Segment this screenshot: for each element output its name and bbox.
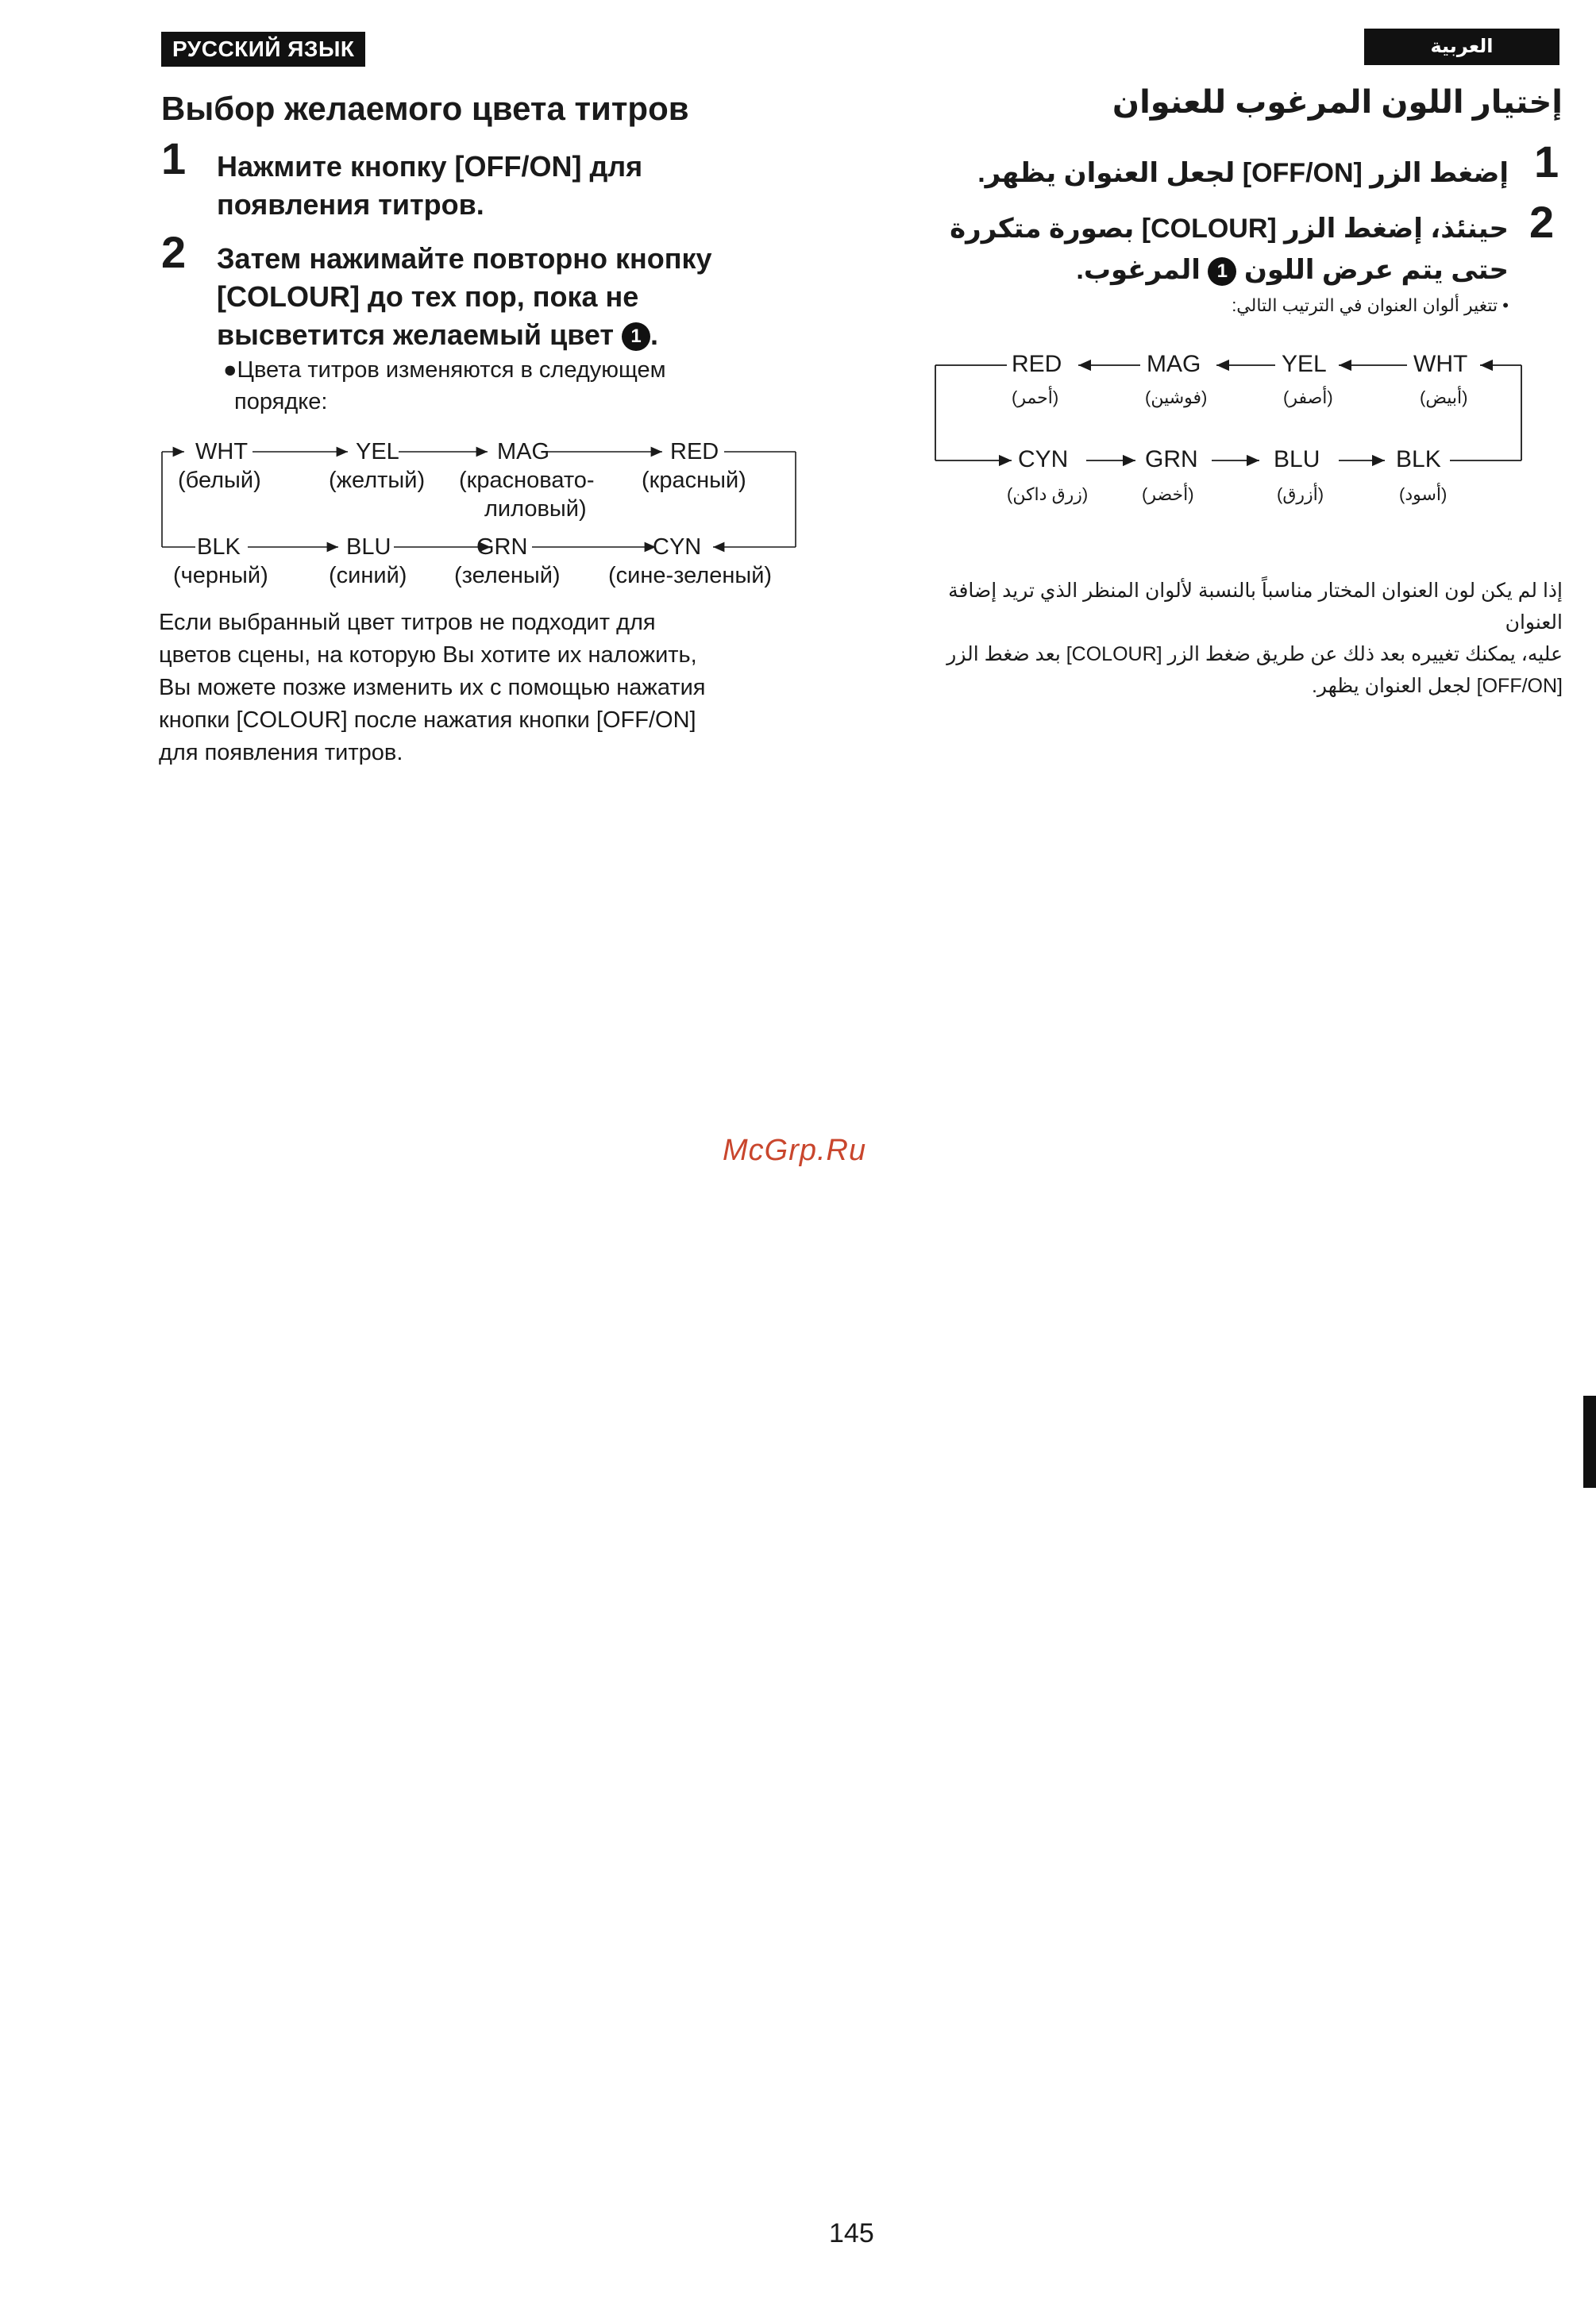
color-blk-arabic: BLK [1396, 446, 1441, 472]
page-number: 145 [829, 2218, 874, 2248]
color-cycle-diagram-russian [156, 438, 800, 588]
color-name-magenta: (красновато- [459, 468, 595, 493]
color-name-yellow: (желтый) [329, 468, 426, 493]
step-2-number-arabic: 2 [1529, 197, 1555, 247]
step-2-number: 2 [161, 227, 187, 277]
color-grn-arabic: GRN [1145, 446, 1198, 472]
color-name-blue-arabic: (أزرق) [1277, 484, 1324, 504]
language-tag-arabic: العربية [1364, 29, 1559, 65]
color-name-red: (красный) [642, 468, 746, 493]
color-wht: WHT [195, 439, 249, 464]
color-blu: BLU [346, 534, 391, 560]
callout-marker-1-arabic: 1 [1208, 257, 1236, 286]
callout-marker-1: 1 [622, 322, 650, 351]
color-wht-arabic: WHT [1413, 351, 1468, 377]
step-1-text-arabic: إضغط الزر [OFF/ON] لجعل العنوان يظهر. [977, 158, 1509, 188]
color-blk: BLK [197, 534, 241, 560]
note-russian: ●Цвета титров изменяются в следующем порядке: [223, 357, 666, 414]
color-name-cyan: (сине-зеленый) [608, 563, 773, 588]
note-arabic: • تتغير ألوان العنوان في الترتيب التالي: [1232, 295, 1509, 315]
color-name-cyan-arabic: (زرق داكن) [1007, 484, 1089, 504]
step-1-number-arabic: 1 [1534, 137, 1559, 187]
color-name-white-arabic: (أبيض) [1420, 387, 1468, 407]
color-mag-arabic: MAG [1147, 351, 1201, 377]
language-tag-russian: РУССКИЙ ЯЗЫК [161, 32, 365, 67]
section-title-arabic: إختيار اللون المرغوب للعنوان [1112, 85, 1563, 120]
color-cyn: CYN [653, 534, 702, 560]
color-mag: MAG [497, 439, 550, 464]
color-name-black: (черный) [173, 563, 268, 588]
color-red-arabic: RED [1012, 351, 1062, 377]
color-name-black-arabic: (أسود) [1399, 484, 1448, 504]
watermark: McGrp.Ru [723, 1134, 867, 1167]
page-edge-tab [1583, 1396, 1596, 1488]
color-name-magenta-arabic: (فوشين) [1145, 387, 1208, 407]
color-yel-arabic: YEL [1282, 351, 1327, 377]
paragraph-arabic: إذا لم يكن لون العنوان المختار مناسباً بالنسبة لألوان المنظر الذي تريد إضافة العنوان عليه، يمكنك تغييره بعد ذلك عن طريق ضغط الزر [COLOUR] بعد ضغط الزر [OFF/ON] لجعل العنوان يظهر. [946, 580, 1563, 697]
step-2-text: Затем нажимайте повторно кнопку [COLOUR] до тех пор, пока не высветится желаемый цвет 1 . [217, 242, 712, 351]
color-red: RED [670, 439, 719, 464]
color-cycle-diagram-arabic [932, 348, 1526, 514]
color-grn: GRN [476, 534, 528, 560]
paragraph-russian: Если выбранный цвет титров не подходит для цветов сцены, на которую Вы хотите их наложить, Вы можете позже изменить их с помощью нажатия кнопки [COLOUR] после нажатия кнопки [OFF/ON] для появления титров. [159, 610, 706, 765]
color-name-blue: (синий) [329, 563, 407, 588]
color-name-white: (белый) [178, 468, 261, 493]
color-name-red-arabic: (أحمر) [1012, 387, 1059, 407]
color-name-magenta-cont: лиловый) [484, 496, 587, 522]
color-name-green: (зеленый) [454, 563, 561, 588]
step-2-text-arabic: حينئذ، إضغط الزر [COLOUR] بصورة متكررة حتى يتم عرض اللون 1 المرغوب. [950, 214, 1509, 285]
color-yel: YEL [356, 439, 399, 464]
color-blu-arabic: BLU [1274, 446, 1320, 472]
color-cyn-arabic: CYN [1018, 446, 1069, 472]
section-title-russian: Выбор желаемого цвета титров [161, 90, 689, 127]
step-1-text: Нажмите кнопку [OFF/ON] для появления титров. [217, 150, 643, 221]
step-1-number: 1 [161, 133, 187, 183]
color-name-yellow-arabic: (أصفر) [1283, 387, 1333, 407]
color-name-green-arabic: (أخضر) [1142, 484, 1194, 504]
